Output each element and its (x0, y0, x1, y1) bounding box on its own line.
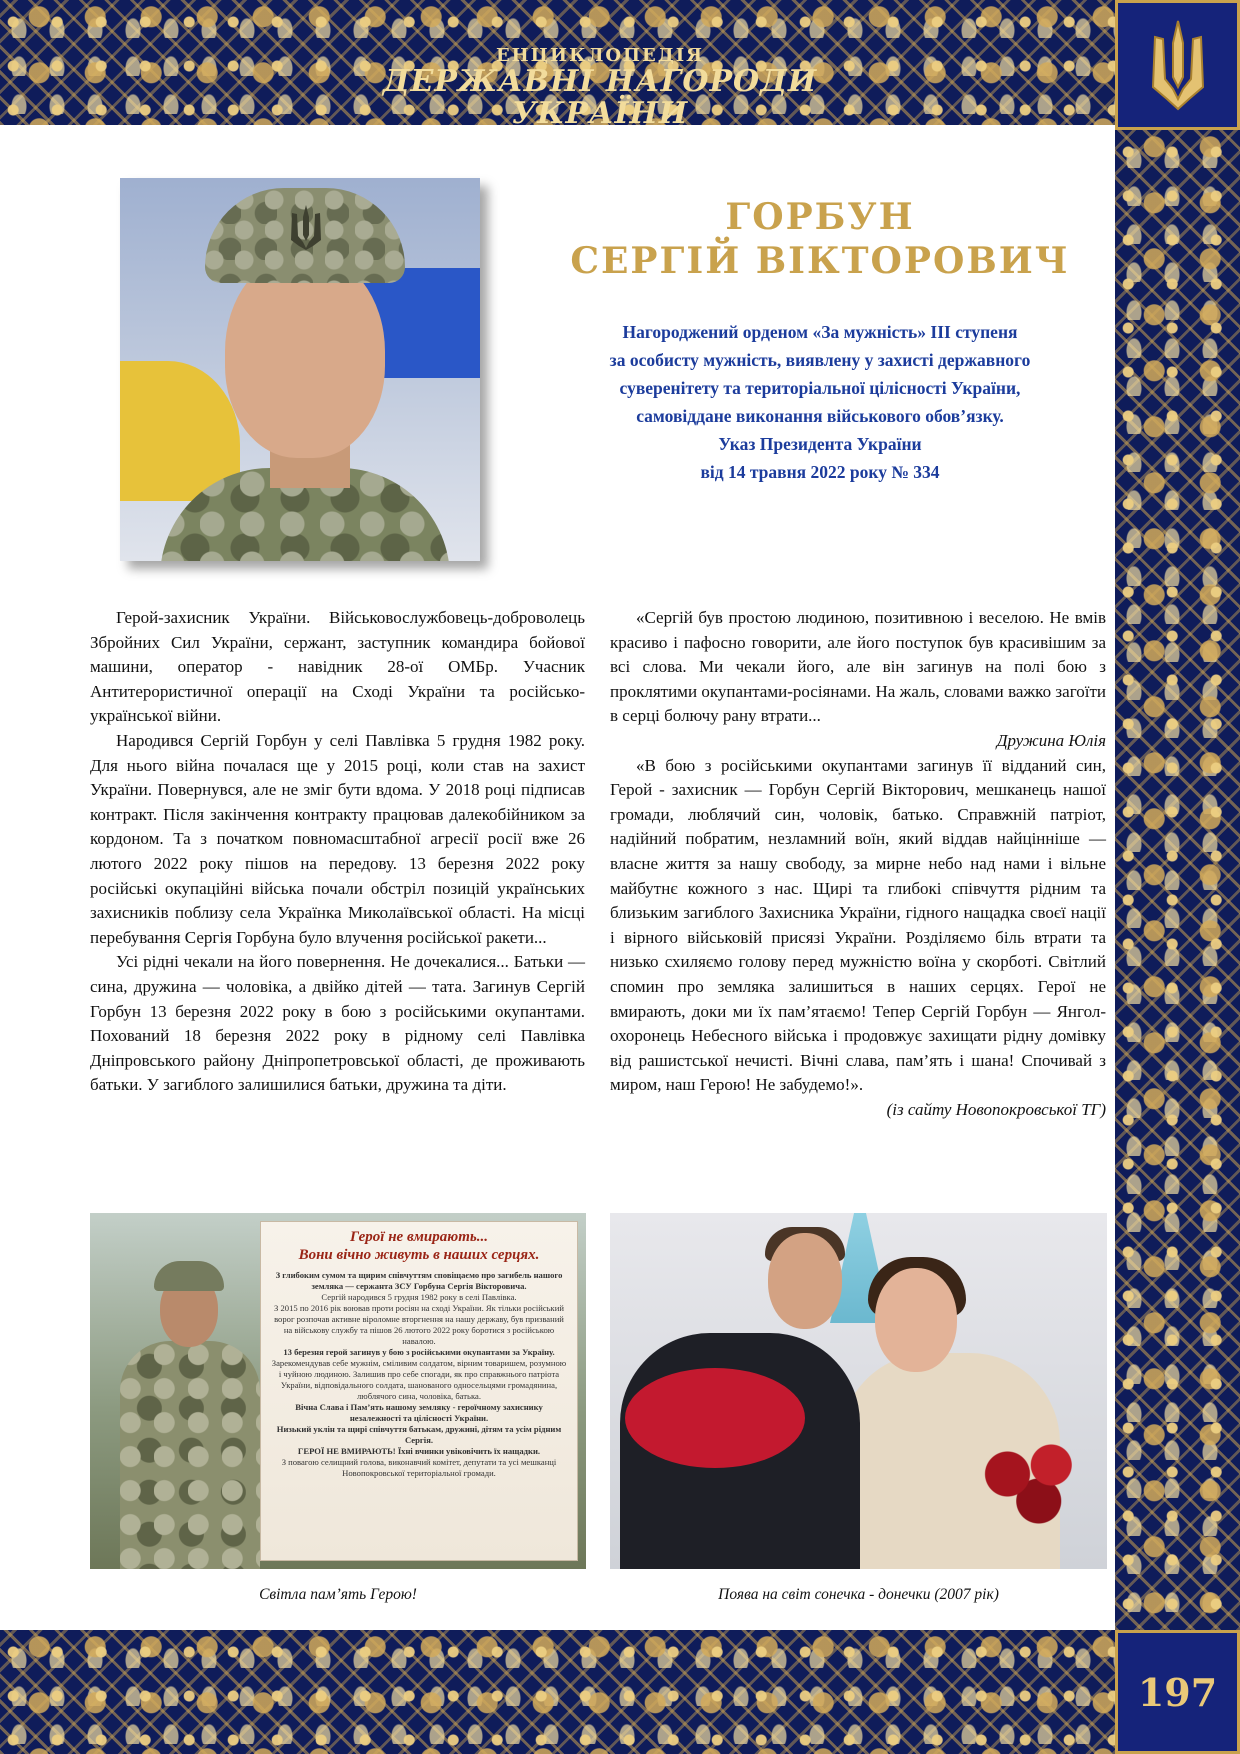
soldier-cap (154, 1261, 224, 1291)
page-number: 197 (1137, 1669, 1218, 1715)
poster-line: Вічна Слава і Пам’ять нашому земляку - героїчному захиснику незалежності та цілісності України. (295, 1402, 543, 1423)
poster-heading-line: Герої не вмирають... (350, 1229, 488, 1245)
award-text (520, 318, 1120, 486)
soldier-uniform (120, 1341, 260, 1569)
poster-line: ГЕРОЇ НЕ ВМИРАЮТЬ! Їхні вчинки увіковічить їх нащадки. (297, 1446, 541, 1456)
poster-line: Зарекомендував себе мужнім, сміливим солдатом, вірним товаришем, розумною і чуйною людиною. Залишив про себе спогади, як про справжнього патріота України, відповідального солдата, шанованого односельцями громадянина, люблячого сина, чоловіка, батька. (271, 1358, 567, 1401)
bio-paragraph: Народився Сергій Горбун у селі Павлівка 5 грудня 1982 року. Для нього війна почалася ще у 2015 році, коли став на захист України. Повернувся, але не зміг бути вдома. У 2018 році підписав контракт. Після закінчення контракту працював далекобійником за кордоном. Та з початком повномасштабної агресії росії вже 26 лютого 2022 року пішов на передову. 13 березня 2022 року російські окупаційні війська почали обстріл позицій українських захисників поблизу села Українка Миколаївської області. На місці перебування Сергія Горбуна було влучення російської ракети... (90, 730, 585, 947)
portrait-face (225, 253, 385, 458)
person-name (560, 195, 1080, 283)
woman-face (875, 1268, 957, 1372)
caption-left: Світла пам’ять Герою! (259, 1586, 417, 1603)
poster-line: Низький уклін та щирі співчуття батькам, дружині, дітям та усім рідним Сергія. (276, 1424, 562, 1445)
award-line: за особисту мужність, виявлену у захисті державного (609, 350, 1031, 370)
person-given-names: СЕРГІЙ ВІКТОРОВИЧ (570, 240, 1070, 282)
trident-icon (1143, 17, 1213, 113)
community-signature: (із сайту Новопокровської ТГ) (886, 1099, 1106, 1119)
poster-heading-line: Вони вічно живуть в наших серцях. (298, 1247, 540, 1263)
page-number-box (1115, 1630, 1240, 1754)
person-surname: ГОРБУН (725, 196, 915, 238)
decree-date: від 14 травня 2022 року № 334 (700, 462, 940, 482)
poster-line: 13 березня герой загинув у бою з російськими окупантами за Україну. (283, 1347, 555, 1357)
quotes-column (610, 606, 1106, 1122)
portrait-photo (120, 178, 480, 561)
wife-quote: «Сергій був простою людиною, позитивною і веселою. Не вмів красиво і пафосно говорити, але його поступок був красивішим за всі слова. Ми чекали його, але він загинув на полі бою з проклятими окупантами-росіянами. На жаль, словами важко загоїти в серці болючу рану втрати... (610, 608, 1106, 726)
biography-column (90, 606, 585, 1098)
award-line: суверенітету та територіальної цілісності України, (619, 378, 1021, 398)
family-figures (610, 1213, 1107, 1569)
bio-paragraph: Усі рідні чекали на його повернення. Не дочекалися... Батьки — сина, дружина — чоловіка, а двійко дітей — тата. Загинув Сергій Горбун 13 березня 2022 року в бою з російськими окупантами. Похований 18 березня 2022 року в рідному селі Павлівка Дніпровського району Дніпропетровської області, де проживають батьки. У загиблого залишилися батьки, дружина та діти. (90, 952, 585, 1095)
poster-line: З повагою селищний голова, виконавчий комітет, депутати та усі мешканці Новопокровської територіальної громади. (281, 1457, 557, 1478)
cap-badge-icon (286, 203, 326, 251)
poster-line: З 2015 по 2016 рік воював проти росіян на сході України. Як тільки російський ворог розпочав активне віроломне вторгнення на нашу державу, був призваний на військову службу та пішов 26 лютого 2022 року боротися з російською навалою. (274, 1303, 564, 1346)
poster-heading (271, 1228, 567, 1264)
encyclopedia-country: УКРАЇНИ (511, 96, 689, 131)
bio-paragraph: Герой-захисник України. Військовослужбовець-доброволець Збройних Сил України, сержант, заступник командира бойової машини, оператор - навідник 28-ої ОМБр. Учасник Антитерористичної операції на Сході України та російсько-української війни. (90, 608, 585, 726)
family-photo (610, 1213, 1107, 1569)
poster-line: З глибоким сумом та щирим співчуттям сповіщаємо про загибель нашого земляка — сержанта ЗСУ Горбуна Сергія Вікторовича. (275, 1270, 563, 1291)
footer-ornament (0, 1630, 1115, 1754)
emblem (1115, 0, 1240, 130)
poster-line: Сергій народився 5 грудня 1982 року в селі Павлівка. (321, 1292, 517, 1302)
award-line: самовіддане виконання військового обов’язку. (636, 406, 1004, 426)
wife-signature: Дружина Юлія (996, 730, 1106, 750)
encyclopedia-name: ДЕРЖАВНІ НАГОРОДИ (382, 64, 818, 99)
man-face (768, 1233, 842, 1329)
caption-right: Поява на світ сонечка - донечки (2007 рік) (718, 1586, 999, 1603)
baby-blanket (625, 1368, 805, 1468)
decree-title: Указ Президента України (718, 434, 922, 454)
side-ornament (1115, 130, 1240, 1630)
encyclopedia-label: ЕНЦИКЛОПЕДІЯ (495, 45, 705, 66)
encyclopedia-title (380, 45, 820, 130)
award-line: Нагороджений орденом «За мужність» ІІІ ступеня (622, 322, 1018, 342)
soldier-figure (120, 1253, 260, 1569)
roses-bouquet (970, 1438, 1095, 1528)
community-quote: «В бою з російськими окупантами загинув її відданий син, Герой - захисник — Горбун Сергій Вікторович, мешканець нашої громади, люблячий син, чоловік, батько. Справжній патріот, надійний побратим, незламний воїн, який віддав найцінніше — власне життя за нашу свободу, за мирне небо над нами і вільне майбутнє кожного з нас. Щирі та глибокі співчуття рідним та близьким загиблого Захисника України, гідного нащадка своєї нації і вірного військовій присязі України. Розділяємо біль втрати та низько схиляємо голову перед мужністю воїна у скорботі. Світлий спомин про земляка залишиться в наших серцях. Герої не вмирають, доки ми їх пам’ятаємо! Тепер Сергій Горбун — Янгол-охоронець Небесного війська і продовжує захищати рідну домівку від рашистської нечисті. Вічні слава, пам’ять і шана! Спочивай з миром, наш Герою! Не забудемо!». (610, 755, 1106, 1095)
memorial-poster (260, 1221, 578, 1561)
memorial-photo (90, 1213, 586, 1569)
